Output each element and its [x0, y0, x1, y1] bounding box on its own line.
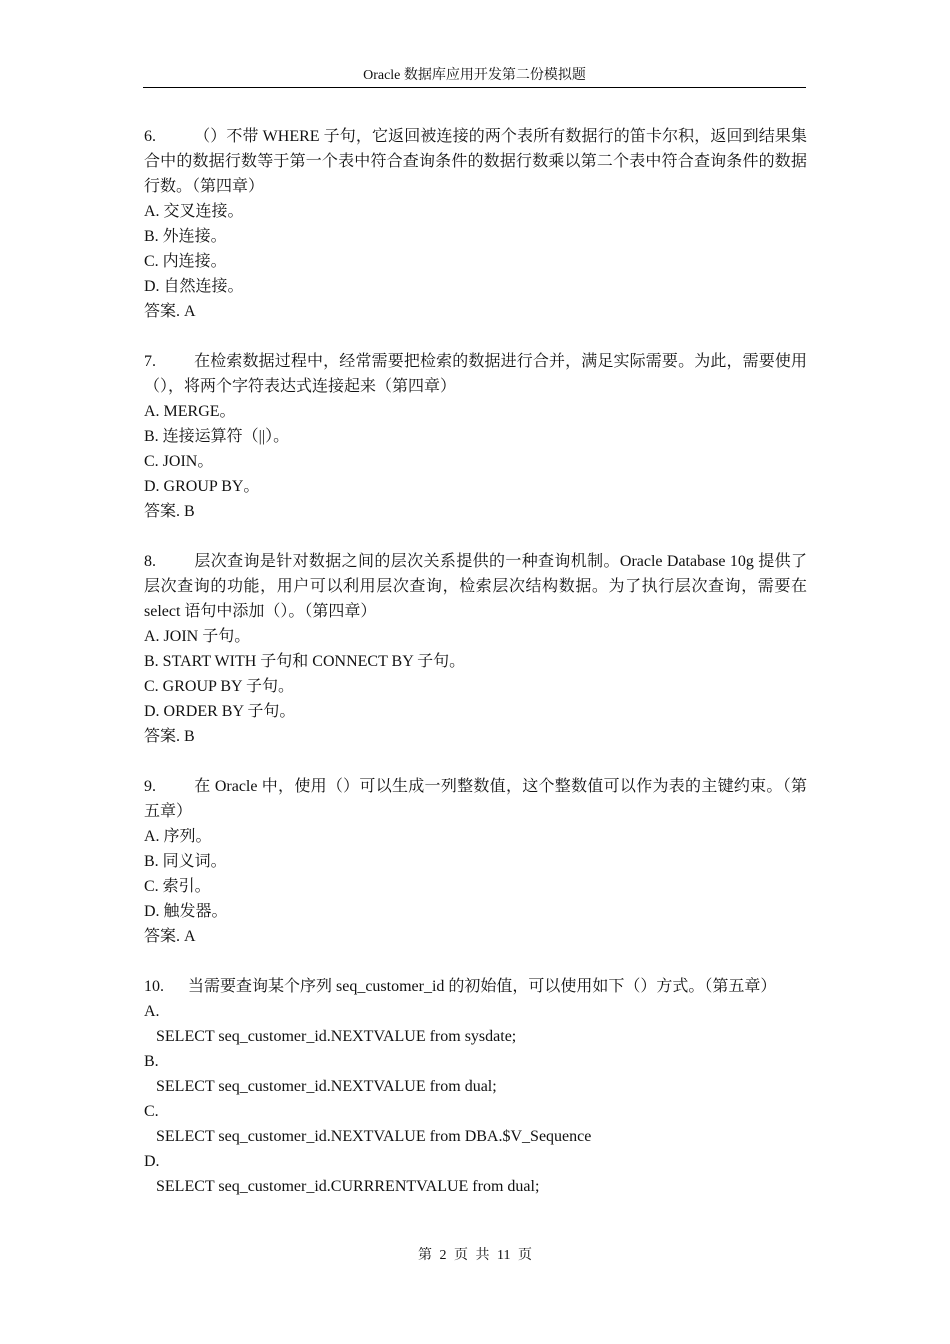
answer: 答案. B: [144, 503, 195, 520]
option-b-code: SELECT seq_customer_id.NEXTVALUE from dual;: [156, 1078, 497, 1095]
footer-total-pages: 11: [497, 1248, 511, 1263]
question-stem: [144, 549, 807, 624]
option-d: D. 自然连接。: [144, 278, 244, 295]
option-c-code: SELECT seq_customer_id.NEXTVALUE from DBA.$V_Sequence: [156, 1128, 592, 1145]
question-10: [144, 974, 807, 1199]
option-d: D. GROUP BY。: [144, 478, 260, 495]
option-b: B. 同义词。: [144, 853, 227, 870]
question-stem: [144, 974, 807, 999]
question-stem: [144, 774, 807, 824]
question-9: [144, 774, 807, 949]
option-a: A. MERGE。: [144, 403, 236, 420]
footer-word-page: 第: [418, 1248, 432, 1263]
option-a: A. 序列。: [144, 828, 212, 845]
option-a-code: SELECT seq_customer_id.NEXTVALUE from sysdate;: [156, 1028, 517, 1045]
question-number: 10.: [144, 978, 164, 995]
option-d-code: SELECT seq_customer_id.CURRRENTVALUE from dual;: [156, 1178, 540, 1195]
question-text: 在检索数据过程中，经常需要把检索的数据进行合并，满足实际需要。为此，需要使用（），将两个字符表达式连接起来（第四章）: [144, 353, 807, 395]
answer: 答案. A: [144, 928, 196, 945]
page-header-title: Oracle 数据库应用开发第二份模拟题: [363, 68, 586, 83]
question-6: [144, 124, 807, 324]
question-number: 7.: [144, 353, 156, 370]
option-a: A. 交叉连接。: [144, 203, 244, 220]
footer-page-number: 2: [439, 1248, 447, 1263]
question-number: 6.: [144, 128, 156, 145]
option-c: C. GROUP BY 子句。: [144, 678, 294, 695]
option-a-label: A.: [144, 1003, 160, 1020]
question-text: 层次查询是针对数据之间的层次关系提供的一种查询机制。Oracle Database 10g 提供了层次查询的功能，用户可以利用层次查询，检索层次结构数据。为了执行层次查询，需要在 select 语句中添加（）。（第四章）: [144, 553, 807, 620]
footer-word-of: 页: [454, 1248, 468, 1263]
document-body: [144, 124, 807, 1224]
option-d: D. ORDER BY 子句。: [144, 703, 296, 720]
question-stem: [144, 349, 807, 399]
option-c: C. 内连接。: [144, 253, 227, 270]
option-b: B. 连接运算符（||）。: [144, 428, 290, 445]
question-text: （）不带 WHERE 子句，它返回被连接的两个表所有数据行的笛卡尔积，返回到结果集合中的数据行数等于第一个表中符合查询条件的数据行数乘以第二个表中符合查询条件的数据行数。（第四章）: [144, 128, 807, 195]
option-c: C. JOIN。: [144, 453, 214, 470]
option-d-label: D.: [144, 1153, 160, 1170]
option-d: D. 触发器。: [144, 903, 228, 920]
option-c: C. 索引。: [144, 878, 211, 895]
question-text: 当需要查询某个序列 seq_customer_id 的初始值，可以使用如下（）方式。（第五章）: [188, 978, 777, 995]
question-7: [144, 349, 807, 524]
question-number: 8.: [144, 553, 156, 570]
option-b-label: B.: [144, 1053, 159, 1070]
header-divider: [143, 87, 806, 88]
option-c-label: C.: [144, 1103, 159, 1120]
question-8: [144, 549, 807, 749]
answer: 答案. A: [144, 303, 196, 320]
question-number: 9.: [144, 778, 156, 795]
answer: 答案. B: [144, 728, 195, 745]
question-stem: [144, 124, 807, 199]
footer-word-total: 共: [475, 1248, 490, 1263]
page-footer: [0, 1246, 950, 1266]
footer-word-pages: 页: [517, 1248, 532, 1263]
option-b: B. START WITH 子句和 CONNECT BY 子句。: [144, 653, 466, 670]
option-a: A. JOIN 子句。: [144, 628, 251, 645]
question-text: 在 Oracle 中，使用（）可以生成一列整数值，这个整数值可以作为表的主键约束。（第五章）: [144, 778, 807, 820]
option-b: B. 外连接。: [144, 228, 227, 245]
